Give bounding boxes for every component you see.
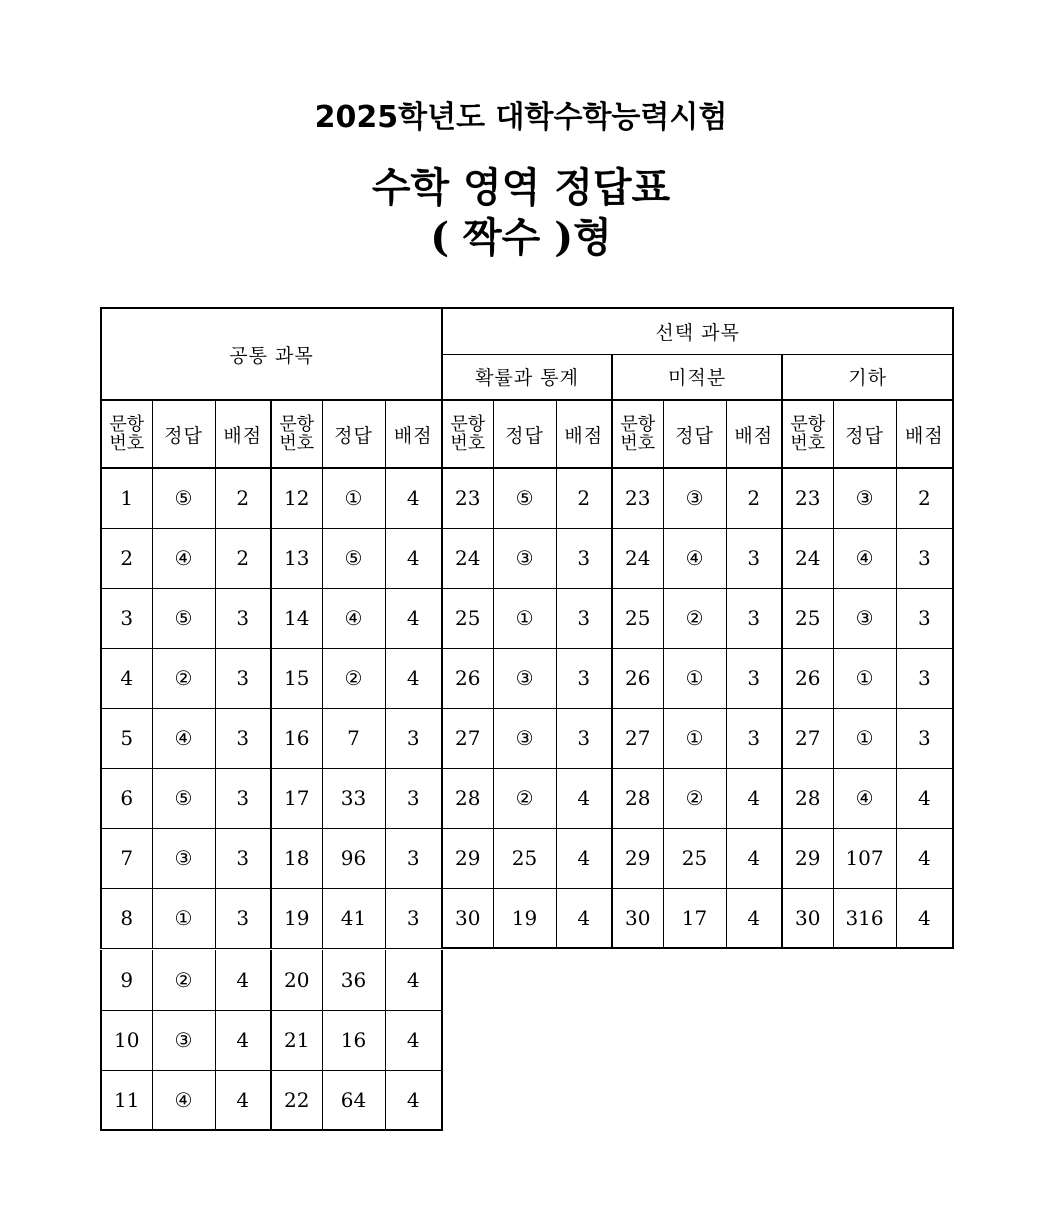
question-number: 1 bbox=[101, 468, 152, 528]
points: 3 bbox=[896, 648, 953, 708]
col-header-answer: 정답 bbox=[833, 400, 896, 468]
points: 3 bbox=[215, 828, 271, 888]
question-number: 5 bbox=[101, 708, 152, 768]
points: 3 bbox=[215, 708, 271, 768]
geometry-answer: ① bbox=[833, 648, 896, 708]
probability-answer: ② bbox=[493, 768, 556, 828]
answer: ④ bbox=[152, 1070, 215, 1130]
col-header-answer: 정답 bbox=[152, 400, 215, 468]
col-header-question-no-top: 문항 bbox=[620, 414, 656, 435]
common-continued-table bbox=[100, 950, 443, 1131]
points: 4 bbox=[726, 888, 782, 948]
col-header-answer: 정답 bbox=[493, 400, 556, 468]
points: 2 bbox=[215, 528, 271, 588]
points: 3 bbox=[215, 648, 271, 708]
question-number: 13 bbox=[271, 528, 322, 588]
points: 3 bbox=[385, 768, 442, 828]
calculus-answer: ④ bbox=[663, 528, 726, 588]
question-number: 25 bbox=[782, 588, 833, 648]
col-header-question-no-bottom: 번호 bbox=[279, 433, 315, 454]
geometry-answer: ③ bbox=[833, 468, 896, 528]
geometry-answer: ① bbox=[833, 708, 896, 768]
points: 4 bbox=[385, 588, 442, 648]
col-header-question-no-bottom: 번호 bbox=[620, 433, 656, 454]
table-row bbox=[101, 528, 953, 588]
points: 3 bbox=[385, 828, 442, 888]
question-number: 8 bbox=[101, 888, 152, 948]
question-number: 9 bbox=[101, 950, 152, 1010]
probability-statistics-header: 확률과 통계 bbox=[442, 354, 612, 400]
question-number: 27 bbox=[612, 708, 663, 768]
table-row bbox=[101, 888, 953, 948]
calculus-answer: 17 bbox=[663, 888, 726, 948]
question-number: 24 bbox=[442, 528, 493, 588]
col-header-points: 배점 bbox=[385, 400, 442, 468]
col-header-question-no-top: 문항 bbox=[109, 414, 145, 435]
probability-answer: ⑤ bbox=[493, 468, 556, 528]
question-number: 7 bbox=[101, 828, 152, 888]
question-number: 29 bbox=[612, 828, 663, 888]
points: 3 bbox=[726, 708, 782, 768]
answer: ② bbox=[322, 648, 385, 708]
points: 3 bbox=[556, 648, 612, 708]
question-number: 23 bbox=[612, 468, 663, 528]
probability-answer: ③ bbox=[493, 708, 556, 768]
points: 3 bbox=[385, 888, 442, 948]
calculus-answer: ① bbox=[663, 648, 726, 708]
answer: ⑤ bbox=[322, 528, 385, 588]
calculus-answer: ② bbox=[663, 768, 726, 828]
points: 4 bbox=[385, 528, 442, 588]
question-number: 15 bbox=[271, 648, 322, 708]
col-header-answer: 정답 bbox=[663, 400, 726, 468]
answer: ④ bbox=[152, 708, 215, 768]
answer: ① bbox=[322, 468, 385, 528]
question-number: 30 bbox=[442, 888, 493, 948]
question-number: 29 bbox=[782, 828, 833, 888]
points: 4 bbox=[556, 768, 612, 828]
table-row bbox=[101, 468, 953, 528]
col-header-points: 배점 bbox=[896, 400, 953, 468]
question-number: 25 bbox=[442, 588, 493, 648]
table-row bbox=[101, 588, 953, 648]
answer: 64 bbox=[322, 1070, 385, 1130]
points: 2 bbox=[896, 468, 953, 528]
table-row bbox=[101, 648, 953, 708]
points: 3 bbox=[556, 708, 612, 768]
question-number: 24 bbox=[782, 528, 833, 588]
points: 4 bbox=[385, 468, 442, 528]
probability-answer: ① bbox=[493, 588, 556, 648]
answer: 96 bbox=[322, 828, 385, 888]
question-number: 30 bbox=[612, 888, 663, 948]
answer: ③ bbox=[152, 1010, 215, 1070]
points: 4 bbox=[896, 888, 953, 948]
col-header-question-no-top: 문항 bbox=[450, 414, 486, 435]
question-number: 23 bbox=[782, 468, 833, 528]
question-number: 20 bbox=[271, 950, 322, 1010]
answer-key-title: 수학 영역 정답표 bbox=[371, 164, 671, 211]
table-row bbox=[101, 708, 953, 768]
geometry-answer: 107 bbox=[833, 828, 896, 888]
col-header-question-no-bottom: 번호 bbox=[790, 433, 826, 454]
question-number: 22 bbox=[271, 1070, 322, 1130]
col-header-question-no bbox=[612, 400, 663, 468]
col-header-question-no-bottom: 번호 bbox=[109, 433, 145, 454]
form-type-title: ( 짝수 )형 bbox=[430, 214, 612, 261]
answer: ② bbox=[152, 950, 215, 1010]
answer: ④ bbox=[322, 588, 385, 648]
question-number: 25 bbox=[612, 588, 663, 648]
points: 3 bbox=[215, 588, 271, 648]
points: 4 bbox=[215, 1010, 271, 1070]
points: 3 bbox=[556, 588, 612, 648]
probability-answer: 25 bbox=[493, 828, 556, 888]
points: 4 bbox=[385, 648, 442, 708]
points: 4 bbox=[556, 828, 612, 888]
col-header-points: 배점 bbox=[726, 400, 782, 468]
answer: ⑤ bbox=[152, 768, 215, 828]
col-header-points: 배점 bbox=[215, 400, 271, 468]
question-number: 26 bbox=[612, 648, 663, 708]
geometry-header: 기하 bbox=[782, 354, 953, 400]
question-number: 11 bbox=[101, 1070, 152, 1130]
probability-answer: ③ bbox=[493, 648, 556, 708]
points: 3 bbox=[556, 528, 612, 588]
question-number: 23 bbox=[442, 468, 493, 528]
question-number: 26 bbox=[782, 648, 833, 708]
col-header-question-no-bottom: 번호 bbox=[450, 433, 486, 454]
points: 3 bbox=[215, 768, 271, 828]
answer: 36 bbox=[322, 950, 385, 1010]
points: 4 bbox=[726, 828, 782, 888]
question-number: 30 bbox=[782, 888, 833, 948]
table-row bbox=[101, 1070, 442, 1130]
col-header-question-no bbox=[442, 400, 493, 468]
points: 2 bbox=[556, 468, 612, 528]
question-number: 4 bbox=[101, 648, 152, 708]
points: 3 bbox=[726, 588, 782, 648]
probability-answer: ③ bbox=[493, 528, 556, 588]
question-number: 19 bbox=[271, 888, 322, 948]
answer: 33 bbox=[322, 768, 385, 828]
col-header-question-no bbox=[271, 400, 322, 468]
question-number: 27 bbox=[782, 708, 833, 768]
answer: ⑤ bbox=[152, 468, 215, 528]
question-number: 29 bbox=[442, 828, 493, 888]
points: 3 bbox=[215, 888, 271, 948]
question-number: 2 bbox=[101, 528, 152, 588]
probability-answer: 19 bbox=[493, 888, 556, 948]
points: 3 bbox=[896, 588, 953, 648]
question-number: 21 bbox=[271, 1010, 322, 1070]
question-number: 14 bbox=[271, 588, 322, 648]
points: 4 bbox=[215, 1070, 271, 1130]
points: 4 bbox=[556, 888, 612, 948]
col-header-points: 배점 bbox=[556, 400, 612, 468]
col-header-question-no bbox=[101, 400, 152, 468]
calculus-answer: ② bbox=[663, 588, 726, 648]
geometry-answer: ④ bbox=[833, 528, 896, 588]
question-number: 24 bbox=[612, 528, 663, 588]
points: 4 bbox=[896, 768, 953, 828]
question-number: 12 bbox=[271, 468, 322, 528]
answer: ③ bbox=[152, 828, 215, 888]
question-number: 18 bbox=[271, 828, 322, 888]
question-number: 3 bbox=[101, 588, 152, 648]
common-subject-header: 공통 과목 bbox=[101, 308, 442, 400]
points: 3 bbox=[896, 528, 953, 588]
points: 3 bbox=[726, 648, 782, 708]
points: 4 bbox=[215, 950, 271, 1010]
question-number: 6 bbox=[101, 768, 152, 828]
table-row bbox=[101, 828, 953, 888]
col-header-answer: 정답 bbox=[322, 400, 385, 468]
question-number: 27 bbox=[442, 708, 493, 768]
answer-table bbox=[100, 307, 954, 949]
question-number: 26 bbox=[442, 648, 493, 708]
col-header-question-no-top: 문항 bbox=[790, 414, 826, 435]
answer: ④ bbox=[152, 528, 215, 588]
answer: ① bbox=[152, 888, 215, 948]
question-number: 28 bbox=[442, 768, 493, 828]
points: 3 bbox=[726, 528, 782, 588]
geometry-answer: ④ bbox=[833, 768, 896, 828]
question-number: 17 bbox=[271, 768, 322, 828]
calculus-answer: ③ bbox=[663, 468, 726, 528]
points: 4 bbox=[385, 1010, 442, 1070]
exam-title: 2025학년도 대학수학능력시험 bbox=[314, 100, 728, 135]
table-row bbox=[101, 950, 442, 1010]
col-header-question-no-top: 문항 bbox=[279, 414, 315, 435]
answer: ⑤ bbox=[152, 588, 215, 648]
answer: 7 bbox=[322, 708, 385, 768]
answer: ② bbox=[152, 648, 215, 708]
points: 4 bbox=[896, 828, 953, 888]
table-row bbox=[101, 1010, 442, 1070]
calculus-header: 미적분 bbox=[612, 354, 782, 400]
geometry-answer: ③ bbox=[833, 588, 896, 648]
question-number: 28 bbox=[782, 768, 833, 828]
calculus-answer: 25 bbox=[663, 828, 726, 888]
points: 4 bbox=[385, 1070, 442, 1130]
answer: 16 bbox=[322, 1010, 385, 1070]
points: 2 bbox=[726, 468, 782, 528]
col-header-question-no bbox=[782, 400, 833, 468]
points: 3 bbox=[896, 708, 953, 768]
points: 4 bbox=[385, 950, 442, 1010]
calculus-answer: ① bbox=[663, 708, 726, 768]
question-number: 28 bbox=[612, 768, 663, 828]
geometry-answer: 316 bbox=[833, 888, 896, 948]
points: 2 bbox=[215, 468, 271, 528]
points: 3 bbox=[385, 708, 442, 768]
points: 4 bbox=[726, 768, 782, 828]
question-number: 10 bbox=[101, 1010, 152, 1070]
elective-subject-header: 선택 과목 bbox=[442, 308, 953, 354]
table-row bbox=[101, 768, 953, 828]
question-number: 16 bbox=[271, 708, 322, 768]
answer: 41 bbox=[322, 888, 385, 948]
